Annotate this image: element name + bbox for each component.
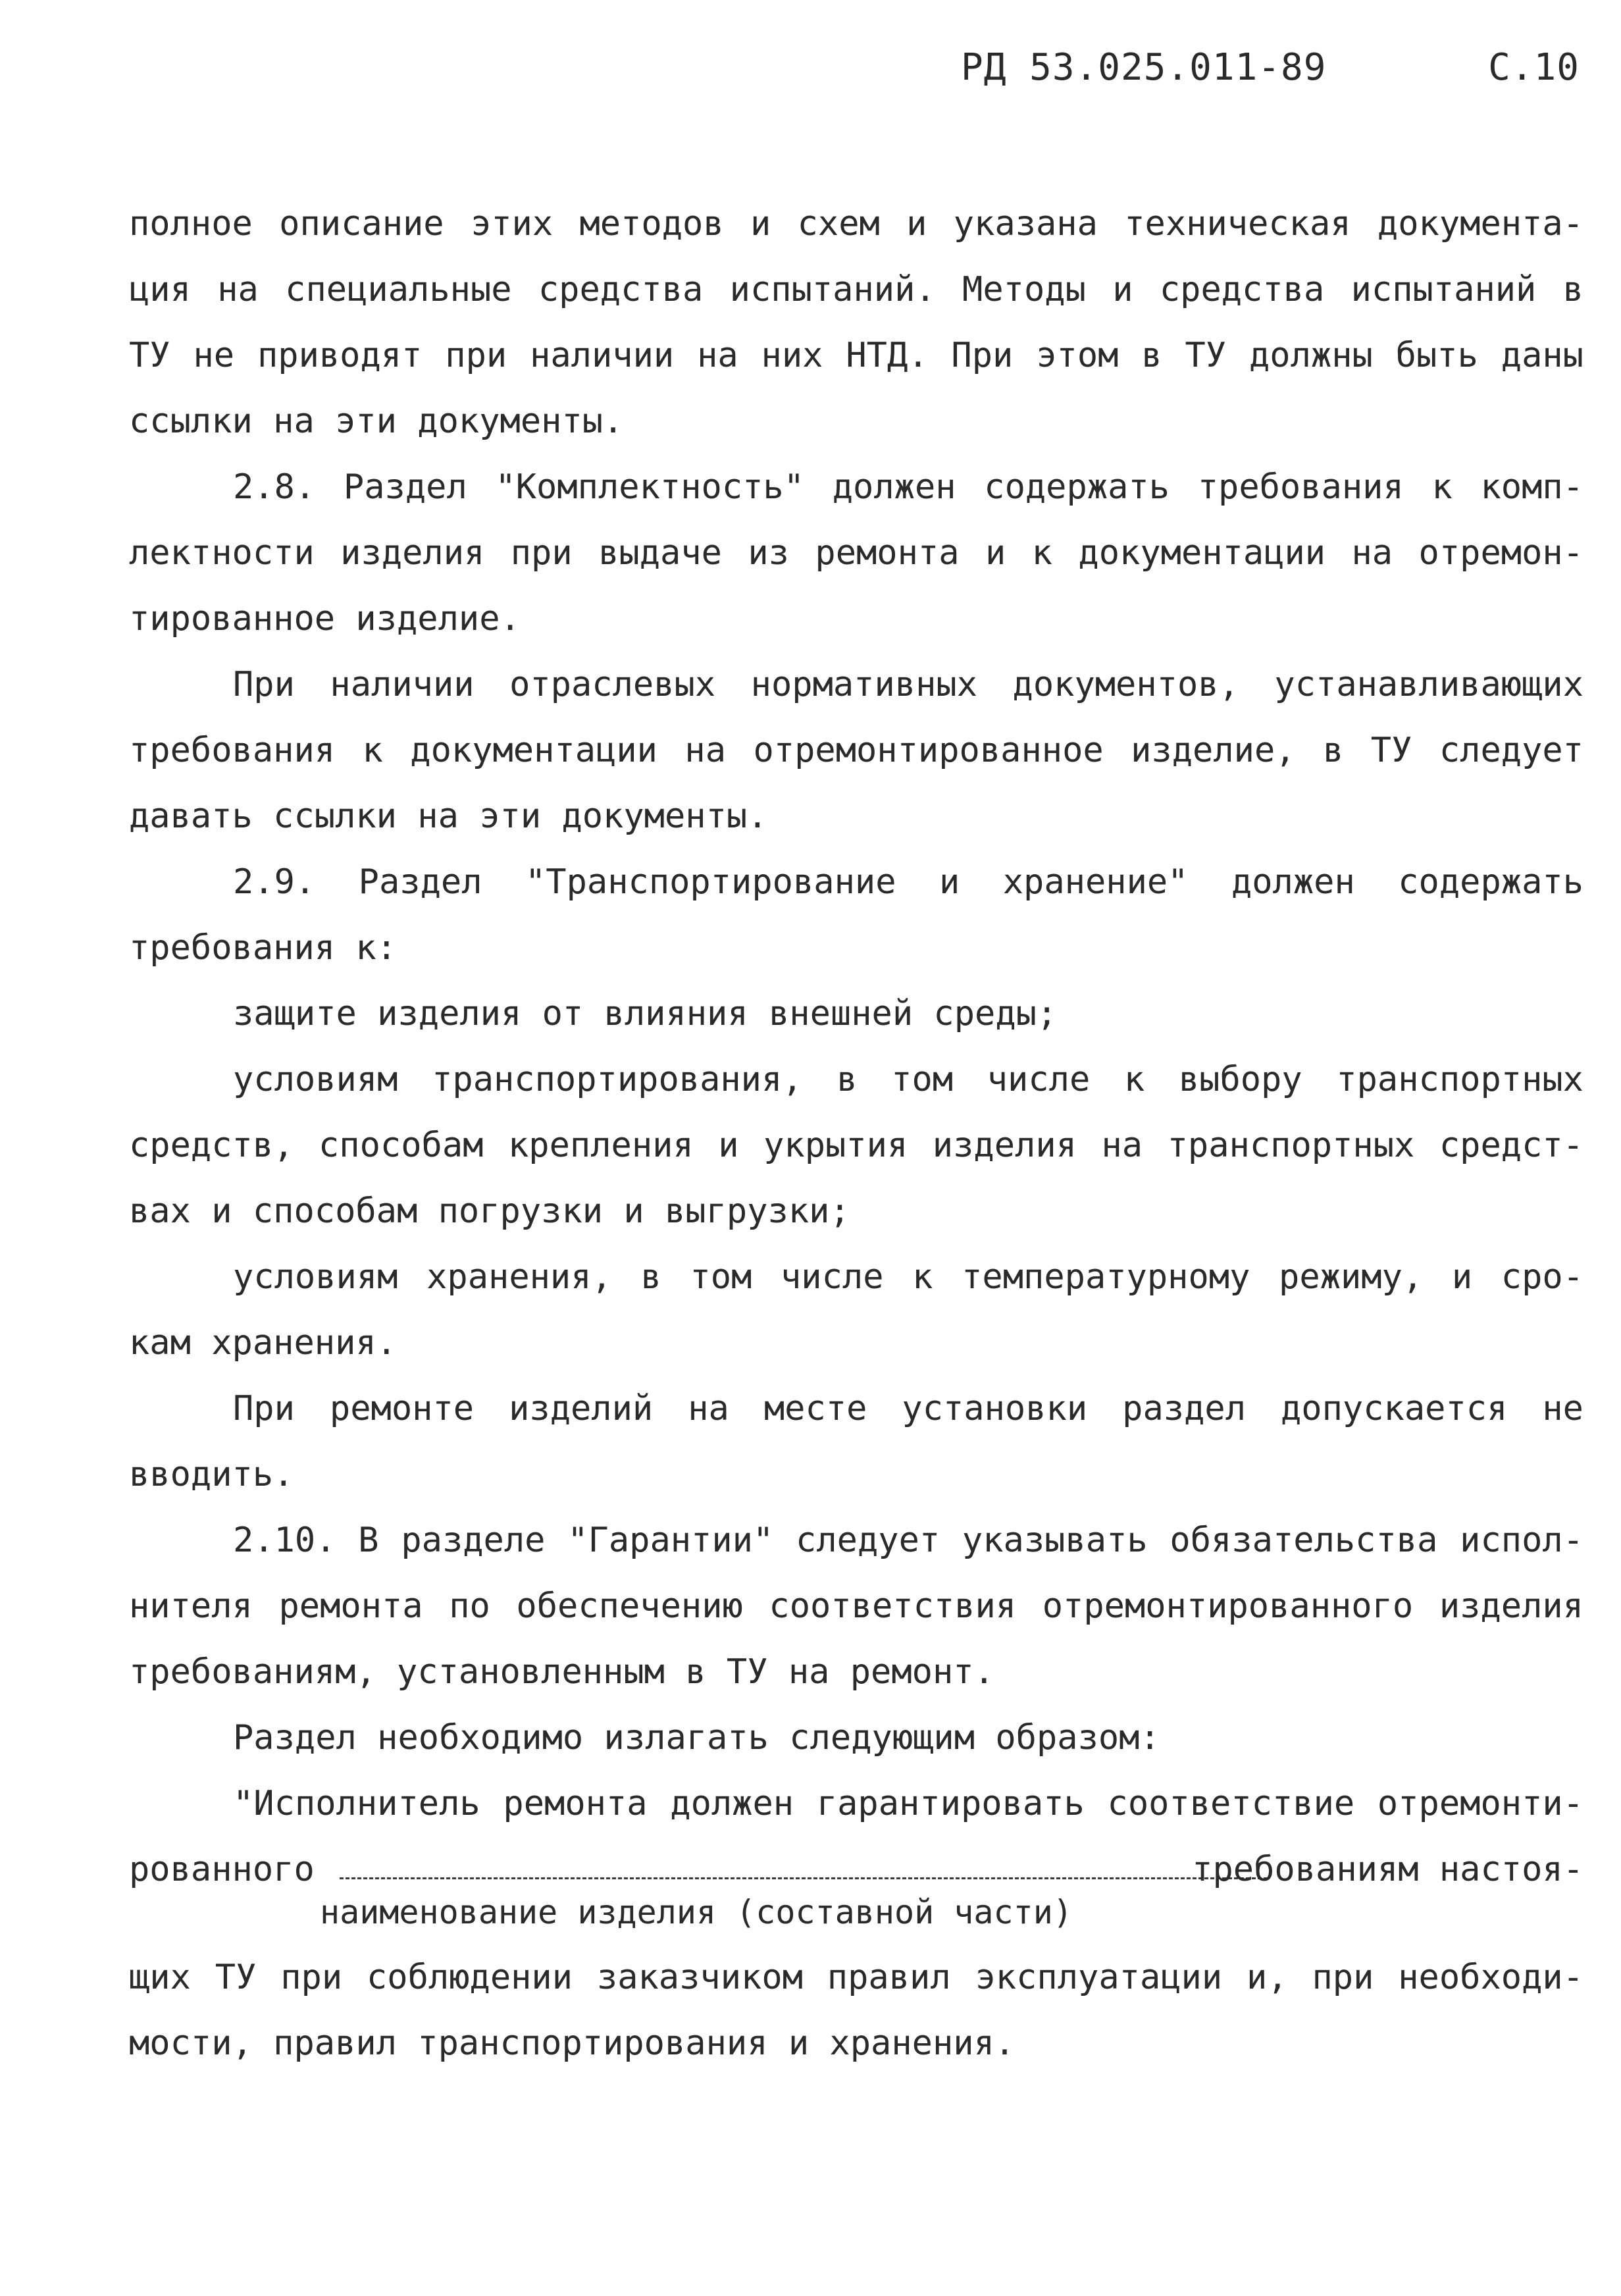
- paragraph: [129, 1705, 1583, 1771]
- text-line: 2.10. В разделе "Гарантии" следует указывать обязательства испол-: [233, 1521, 1583, 1560]
- fill-in-blank-line: [340, 1877, 1268, 1879]
- paragraph: [129, 652, 1583, 849]
- paragraph-section-2-8: [129, 454, 1583, 652]
- text-line: требования к документации на отремонтированное изделие, в ТУ следует: [129, 731, 1583, 770]
- text-line: 2.8. Раздел "Комплектность" должен содержать требования к комп-: [233, 467, 1583, 507]
- document-body: [129, 191, 1583, 2076]
- fill-in-caption: наименование изделия (составной части): [320, 1893, 1073, 1931]
- fill-in-row: [129, 1837, 1583, 1889]
- quoted-paragraph: [129, 1771, 1583, 1837]
- text-line: полное описание этих методов и схем и указана техническая документа-: [129, 204, 1583, 244]
- fill-in-left-text: рованного: [129, 1850, 315, 1889]
- text-line: давать ссылки на эти документы.: [129, 796, 768, 836]
- text-line: мости, правил транспортирования и хранения.: [129, 2023, 1016, 2063]
- paragraph: [129, 1376, 1583, 1507]
- text-line: нителя ремонта по обеспечению соответствия отремонтированного изделия: [129, 1586, 1583, 1626]
- list-item: [129, 981, 1583, 1047]
- list-item: [129, 1047, 1583, 1244]
- text-line: условиям транспортирования, в том числе к выбору транспортных: [233, 1060, 1583, 1099]
- paragraph: [129, 191, 1583, 454]
- paragraph-section-2-9: [129, 849, 1583, 981]
- text-line: вводить.: [129, 1455, 294, 1494]
- text-line: Раздел необходимо излагать следующим образом:: [233, 1718, 1160, 1758]
- text-line: условиям хранения, в том числе к температурному режиму, и сро-: [233, 1257, 1583, 1297]
- list-item: [129, 1244, 1583, 1376]
- text-line: кам хранения.: [129, 1323, 397, 1363]
- text-line: лектности изделия при выдаче из ремонта и к документации на отремон-: [129, 533, 1583, 573]
- text-line: При наличии отраслевых нормативных документов, устанавливающих: [233, 665, 1583, 704]
- text-line: требования к:: [129, 928, 397, 968]
- text-line: тированное изделие.: [129, 599, 521, 639]
- fill-in-right-text: требованиям настоя-: [1192, 1850, 1583, 1889]
- text-line: ция на специальные средства испытаний. Методы и средства испытаний в: [129, 270, 1583, 309]
- document-number: РД 53.025.011-89: [961, 46, 1327, 89]
- text-line: "Исполнитель ремонта должен гарантировать соответствие отремонти-: [233, 1784, 1583, 1823]
- text-line: средств, способам крепления и укрытия изделия на транспортных средст-: [129, 1126, 1583, 1165]
- paragraph-closing: [129, 1944, 1583, 2076]
- text-line: вах и способам погрузки и выгрузки;: [129, 1191, 850, 1231]
- page-header: [961, 46, 1580, 105]
- text-line: При ремонте изделий на месте установки раздел допускается не: [233, 1389, 1583, 1428]
- text-line: 2.9. Раздел "Транспортирование и хранение" должен содержать: [233, 862, 1583, 902]
- text-line: ТУ не приводят при наличии на них НТД. При этом в ТУ должны быть даны: [129, 336, 1583, 375]
- paragraph-section-2-10: [129, 1507, 1583, 1705]
- text-line: щих ТУ при соблюдении заказчиком правил эксплуатации и, при необходи-: [129, 1958, 1583, 1997]
- page-number: С.10: [1488, 46, 1580, 89]
- text-line: требованиям, установленным в ТУ на ремонт.: [129, 1652, 994, 1692]
- text-line: ссылки на эти документы.: [129, 402, 624, 441]
- text-line: защите изделия от влияния внешней среды;: [233, 994, 1058, 1033]
